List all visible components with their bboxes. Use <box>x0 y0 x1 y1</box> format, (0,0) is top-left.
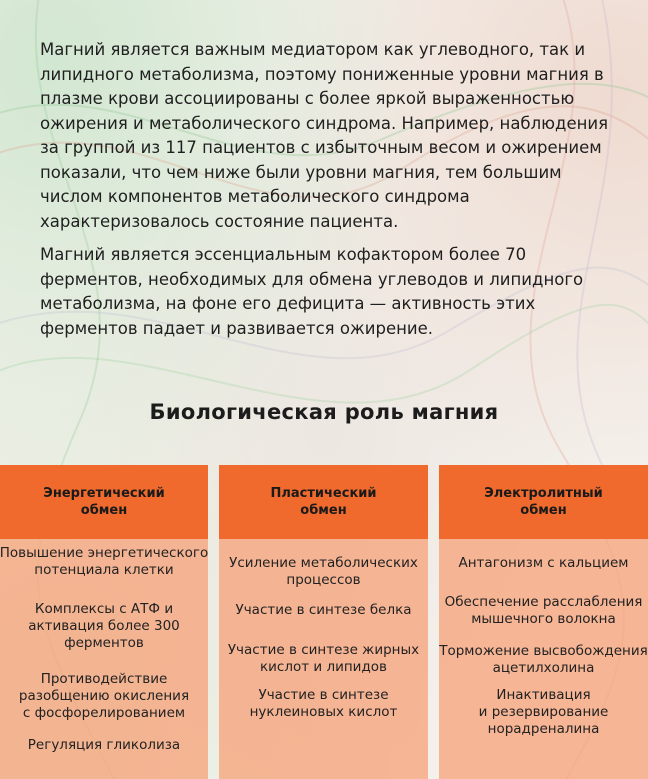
column-header: Энергетический обмен <box>0 465 208 539</box>
list-item: Участие в синтезе жирных кислот и липидов <box>227 642 420 675</box>
list-item: Усиление метаболических процессов <box>229 555 418 588</box>
list-item: Торможение высвобождения ацетилхолина <box>439 643 648 676</box>
column-plastic-metabolism <box>219 465 428 779</box>
intro-paragraph-1: Магний является важным медиатором как углеводного, так и липидного метаболизма, поэтому пониженные уровни магния в плазме крови ассоциированы с более яркой выраженностью ожирения и метаболического синдрома. Например, наблюдения за группой из 117 пациентов с избыточным весом и ожирением показали, что чем ниже были уровни магния, тем большим числом компонентов метаболического синдрома характеризовалось состояние пациента. <box>40 40 609 231</box>
list-item: Комплексы с АТФ и активация более 300 ферментов <box>28 601 180 651</box>
intro-paragraph-2: Магний является эссенциальным кофактором более 70 ферментов, необходимых для обмена углеводов и липидного метаболизма, на фоне его дефицита — активность этих ферментов падает и развивается ожирение. <box>40 245 584 338</box>
list-item: Регуляция гликолиза <box>27 737 181 753</box>
list-item: Противодействие разобщению окисления с фосфорелированием <box>18 671 190 721</box>
intro-text <box>40 38 610 350</box>
list-item: Участие в синтезе белка <box>235 602 412 618</box>
list-item: Антагонизм с кальцием <box>458 555 629 571</box>
column-header: Пластический обмен <box>219 465 428 539</box>
list-item: Повышение энергетического потенциала клетки <box>0 545 209 578</box>
column-energy-metabolism <box>0 465 208 779</box>
list-item: Обеспечение расслабления мышечного волокна <box>444 594 643 627</box>
magnesium-roles-table <box>0 465 648 779</box>
column-header: Электролитный обмен <box>439 465 648 539</box>
column-electrolyte-metabolism <box>439 465 648 779</box>
list-item: Участие в синтезе нуклеиновых кислот <box>249 687 398 720</box>
section-title: Биологическая роль магния <box>149 400 499 424</box>
list-item: Инактивация и резервирование норадреналина <box>478 687 609 737</box>
